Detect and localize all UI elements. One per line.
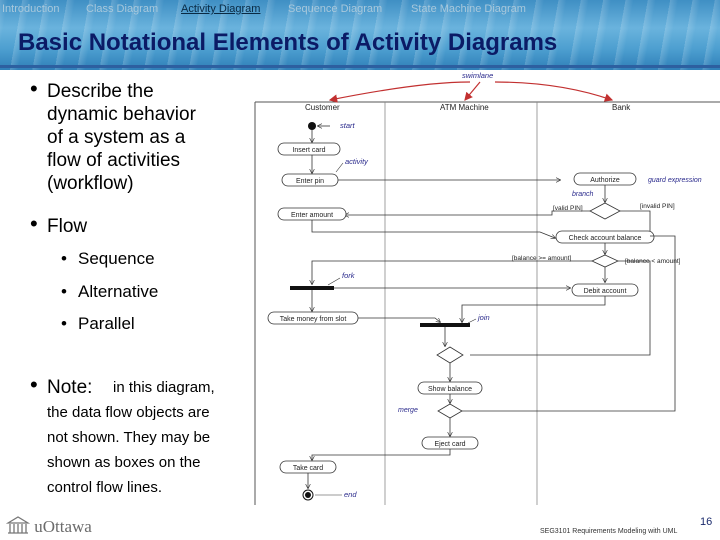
balance-diamond — [592, 255, 618, 267]
join-annotation: join — [478, 313, 490, 322]
svg-text:Eject card: Eject card — [434, 441, 466, 448]
end-annotation: end — [344, 490, 357, 499]
note-line: not shown. They may be — [47, 429, 211, 446]
swimlane-annotation: swimlane — [462, 71, 494, 80]
nav-class-diagram[interactable]: Class Diagram — [86, 3, 159, 15]
nav-introduction[interactable]: Introduction — [2, 3, 60, 15]
lane-customer: Customer — [305, 103, 340, 112]
nav-state-machine-diagram[interactable]: State Machine Diagram — [411, 3, 526, 15]
sub-bullet-dot: • — [61, 282, 67, 301]
bullet-dot: • — [30, 211, 38, 236]
building-icon — [6, 515, 30, 535]
top-navigation — [0, 3, 720, 19]
uottawa-logo — [6, 515, 92, 537]
course-footer: SEG3101 Requirements Modeling with UML — [540, 528, 678, 535]
note-label: Note: — [47, 377, 93, 398]
bullet-line: of a system as a — [47, 127, 186, 148]
title-underline — [0, 65, 720, 68]
bullet-describe — [47, 80, 196, 195]
svg-text:Take card: Take card — [292, 465, 324, 472]
svg-text:Debit account: Debit account — [583, 288, 627, 295]
start-node — [308, 122, 316, 130]
merge-annotation: merge — [398, 407, 418, 414]
svg-text:[valid PIN]: [valid PIN] — [553, 205, 583, 212]
sub-bullet-dot: • — [61, 314, 67, 333]
lane-bank: Bank — [612, 103, 631, 112]
bullet-line: Describe the — [47, 81, 154, 102]
svg-text:[balance < amount]: [balance < amount] — [625, 258, 681, 265]
svg-text:[balance >= amount]: [balance >= amount] — [512, 255, 572, 262]
bullet-line: (workflow) — [47, 173, 134, 194]
svg-text:Authorize: Authorize — [590, 177, 620, 184]
bullet-line: flow of activities — [47, 150, 181, 171]
slide-title: Basic Notational Elements of Activity Diagrams — [18, 29, 558, 56]
svg-text:Enter amount: Enter amount — [290, 212, 334, 219]
branch-annotation: branch — [572, 191, 594, 198]
fork-bar — [290, 286, 334, 290]
join-bar — [420, 323, 470, 327]
svg-text:Take money from slot: Take money from slot — [279, 316, 347, 323]
bullet-dot: • — [30, 372, 38, 397]
note-line: shown as boxes on the — [47, 454, 201, 471]
start-annotation: start — [340, 121, 355, 130]
sub-bullet-dot: • — [61, 249, 67, 268]
sub-bullet-parallel: Parallel — [78, 314, 135, 333]
bullet-dot: • — [30, 76, 38, 101]
svg-text:Insert card: Insert card — [292, 147, 326, 154]
lane-atm: ATM Machine — [440, 103, 489, 112]
activity-annotation: activity — [345, 157, 368, 166]
svg-text:Check account balance: Check account balance — [568, 235, 642, 242]
nav-sequence-diagram[interactable]: Sequence Diagram — [288, 3, 383, 15]
note-line: the data flow objects are — [47, 404, 210, 421]
sub-bullet-sequence: Sequence — [78, 249, 155, 268]
merge-diamond-2 — [438, 404, 462, 418]
sub-bullet-alternative: Alternative — [78, 282, 159, 301]
fork-annotation: fork — [342, 271, 355, 280]
bullet-flow: Flow — [47, 216, 88, 237]
note-inline: in this diagram, — [113, 379, 215, 396]
svg-text:Show balance: Show balance — [428, 386, 472, 393]
merge-diamond — [437, 347, 463, 363]
nav-activity-diagram[interactable]: Activity Diagram — [181, 3, 261, 15]
activity-diagram — [250, 70, 720, 510]
bullet-line: dynamic behavior — [47, 104, 196, 125]
svg-text:[invalid PIN]: [invalid PIN] — [640, 203, 675, 210]
branch-diamond — [590, 203, 620, 219]
note-body — [47, 400, 210, 500]
note-line: control flow lines. — [47, 479, 163, 496]
svg-text:Enter pin: Enter pin — [295, 178, 325, 185]
page-number: 16 — [700, 516, 713, 528]
guard-annotation: guard expression — [648, 177, 702, 184]
logo-text: uOttawa — [34, 517, 92, 536]
